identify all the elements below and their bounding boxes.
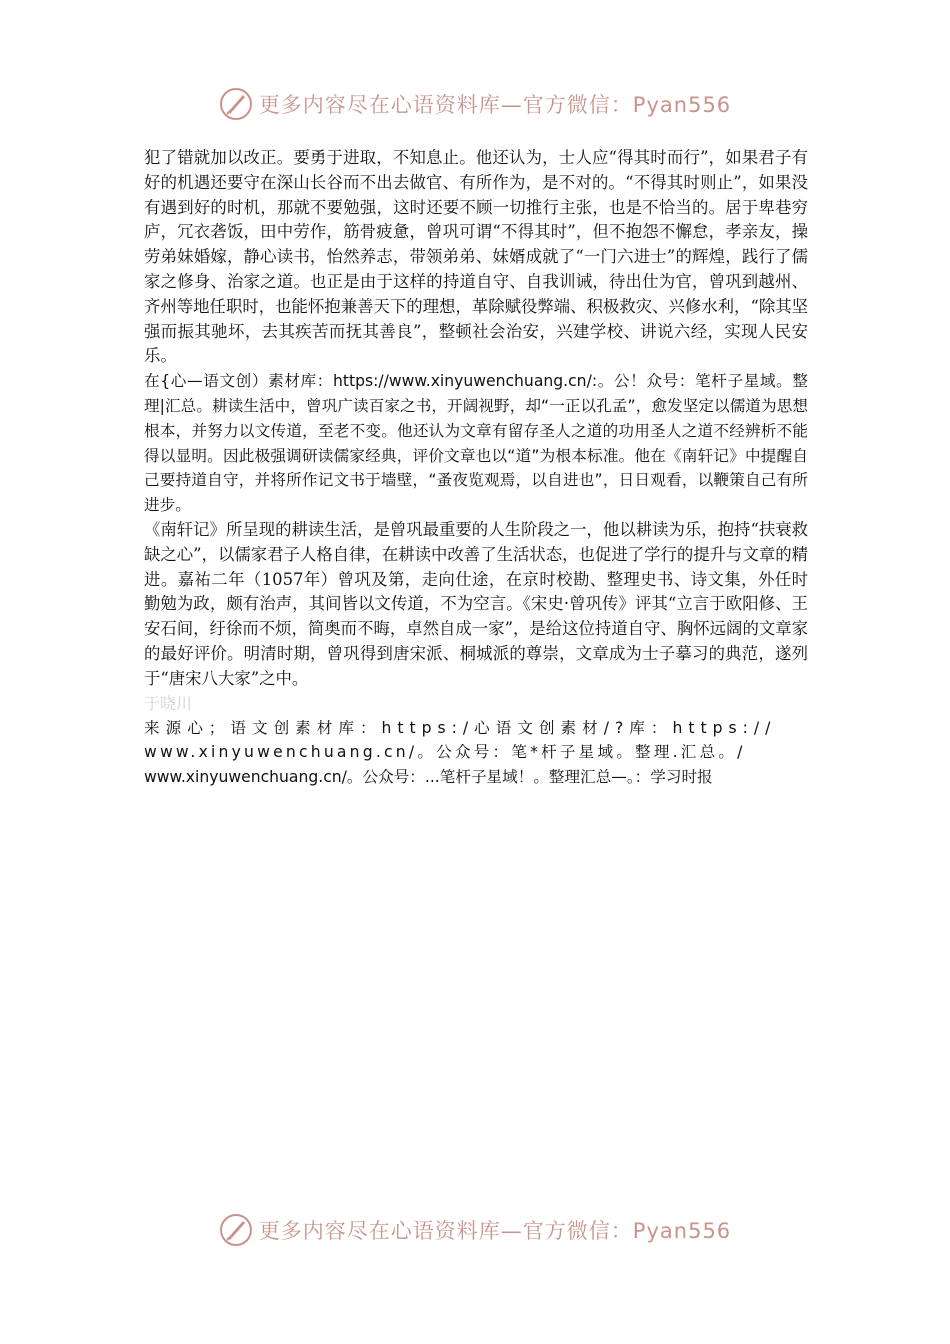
banner-text: 更多内容尽在心语资料库—官方微信：Pyan556	[258, 93, 732, 117]
quill-logo-icon	[219, 87, 253, 121]
paragraph-3: 《南轩记》所呈现的耕读生活，是曾巩最重要的人生阶段之一，他以耕读为乐，抱持“扶衰救缺之心”，以儒家君子人格自律，在耕读中改善了生活状态，也促进了学行的提升与文章的精进。嘉祐二年（1057年）曾巩及第，走向仕途，在京时校勘、整理史书、诗文集，外任时勤勉为政，颇有治声，其间皆以文传道，不为空言。《宋史·曾巩传》评其“立言于欧阳修、王安石间，纡徐而不烦，简奥而不晦，卓然自成一家”，是给这位持道自守、胸怀远阔的文章家的最好评价。明清时期，曾巩得到唐宋派、桐城派的尊崇，文章成为士子摹习的典范，遂列于“唐宋八大家”之中。	[144, 519, 809, 688]
source-line-3: www.xinyuwenchuang.cn/。公众号：...笔杆子星域！。整理汇总—。：学习时报	[144, 768, 713, 787]
source-block	[144, 716, 808, 790]
header-watermark-banner	[0, 84, 950, 124]
source-line-2: www.xinyuwenchuang.cn/。公众号：笔*杆子星域。整理.汇总。/	[144, 743, 746, 762]
banner-text: 更多内容尽在心语资料库—官方微信：Pyan556	[258, 1219, 732, 1243]
paragraph-2: 在{心—语文创）素材库：https://www.xinyuwenchuang.cn/:。公！众号：笔杆子星域。整理|汇总。耕读生活中，曾巩广读百家之书，开阔视野，却“一正以孔孟”，愈发坚定以儒道为思想根本，并努力以文传道，至老不变。他还认为文章有留存圣人之道的功用圣人之道不经辨析不能得以显明。因此极强调研读儒家经典，评价文章也以“道”为根本标准。他在《南轩记》中提醒自己要持道自守，并将所作记文书于墙壁，“蚤夜览观焉，以自进也”，日日观看，以鞭策自己有所进步。	[144, 372, 808, 515]
quill-logo-icon	[219, 1213, 253, 1247]
footer-watermark-banner	[0, 1210, 950, 1250]
source-line-1: 来源心；语文创素材库：https:/心语文创素材/?库：https://	[144, 718, 777, 737]
paragraph-1: 犯了错就加以改正。要勇于进取，不知息止。他还认为，士人应“得其时而行”，如果君子有好的机遇还要守在深山长谷而不出去做官、有所作为，是不对的。“不得其时则止”，如果没有遇到好的时机，那就不要勉强，这时还要不顾一切推行主张，也是不恰当的。居于卑巷穷庐，冗衣砻饭，田中劳作，筋骨疲惫，曾巩可谓“不得其时”，但不抱怨不懈怠，孝亲友，操劳弟妹婚嫁，静心读书，怡然养志，带领弟弟、妹婿成就了“一门六进士”的辉煌，践行了儒家之修身、治家之道。也正是由于这样的持道自守、自我训诫，待出仕为官，曾巩到越州、齐州等地任职时，也能怀抱兼善天下的理想，革除赋役弊端、积极救灾、兴修水利，“除其坚强而振其驰坏，去其疾苦而抚其善良”，整顿社会治安，兴建学校、讲说六经，实现人民安乐。	[144, 148, 809, 366]
article-body	[144, 146, 808, 790]
author-name: 于晓川	[144, 693, 193, 713]
